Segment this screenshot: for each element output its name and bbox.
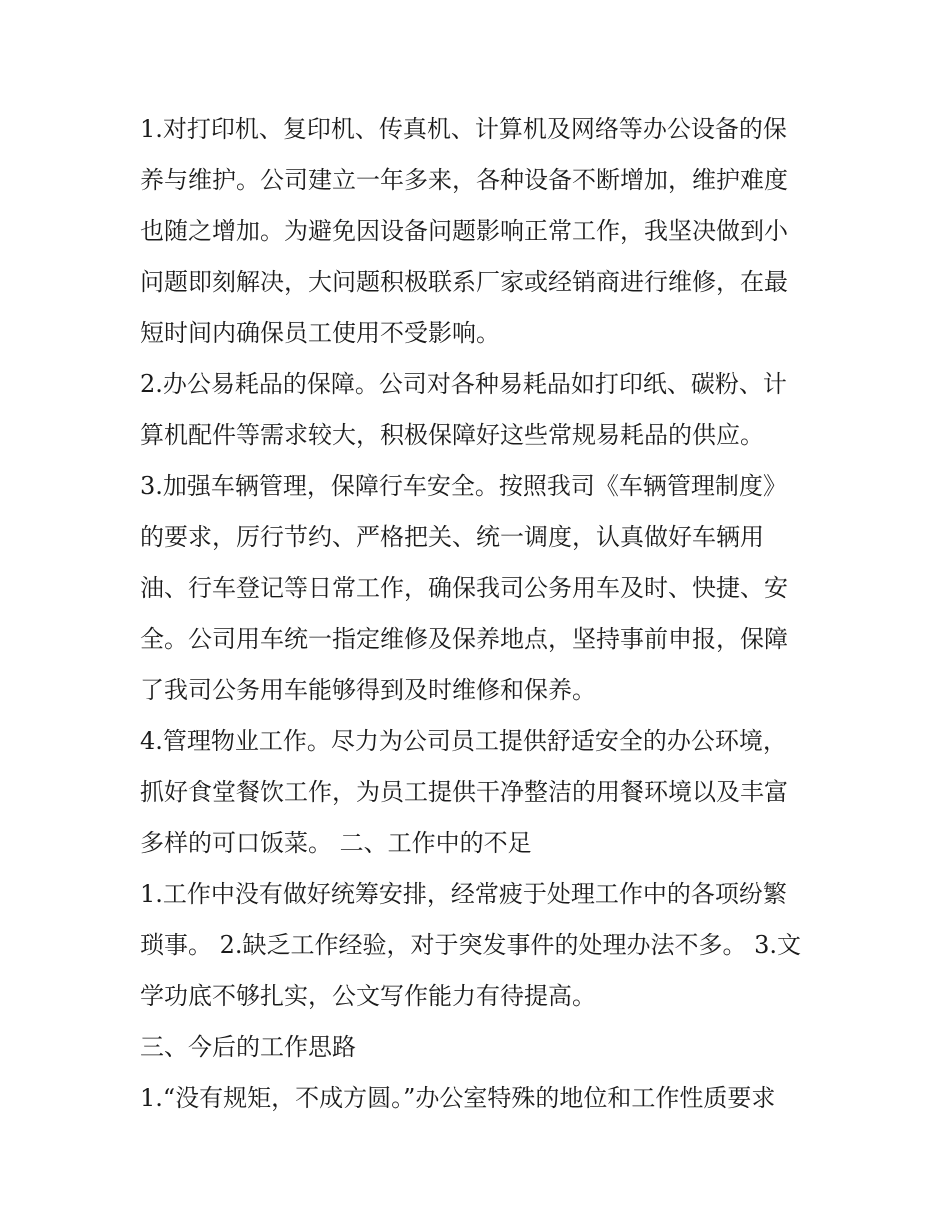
text-line: 1.“没有规矩，不成方圆。”办公室特殊的地位和工作性质要求 [140, 1084, 776, 1112]
text-line: 3.加强车辆管理，保障行车安全。按照我司《车辆管理制度》 [140, 472, 787, 500]
text-line: 1.工作中没有做好统筹安排，经常疲于处理工作中的各项纷繁 [140, 880, 787, 908]
text-line: 多样的可口饭菜。 二、工作中的不足 [140, 829, 532, 857]
text-line: 学功底不够扎实，公文写作能力有待提高。 [140, 982, 596, 1010]
text-line: 琐事。 2.缺乏工作经验，对于突发事件的处理办法不多。 3.文 [140, 931, 802, 959]
text-line: 问题即刻解决，大问题积极联系厂家或经销商进行维修，在最 [140, 268, 788, 296]
text-line: 养与维护。公司建立一年多来，各种设备不断增加，维护难度 [140, 166, 788, 194]
text-line: 算机配件等需求较大，积极保障好这些常规易耗品的供应。 [140, 421, 764, 449]
text-line: 抓好食堂餐饮工作，为员工提供干净整洁的用餐环境以及丰富 [140, 778, 788, 806]
document-body [140, 104, 820, 1124]
text-line: 1.对打印机、复印机、传真机、计算机及网络等办公设备的保 [140, 115, 787, 143]
text-line: 2.办公易耗品的保障。公司对各种易耗品如打印纸、碳粉、计 [140, 370, 787, 398]
text-line: 三、今后的工作思路 [140, 1033, 356, 1061]
text-line: 的要求，厉行节约、严格把关、统一调度，认真做好车辆用 [140, 523, 764, 551]
text-line: 短时间内确保员工使用不受影响。 [140, 319, 500, 347]
text-line: 全。公司用车统一指定维修及保养地点，坚持事前申报，保障 [140, 625, 788, 653]
text-line: 油、行车登记等日常工作，确保我司公务用车及时、快捷、安 [140, 574, 788, 602]
text-line: 了我司公务用车能够得到及时维修和保养。 [140, 676, 596, 704]
text-line: 4.管理物业工作。尽力为公司员工提供舒适安全的办公环境， [140, 727, 787, 755]
text-line: 也随之增加。为避免因设备问题影响正常工作，我坚决做到小 [140, 217, 788, 245]
